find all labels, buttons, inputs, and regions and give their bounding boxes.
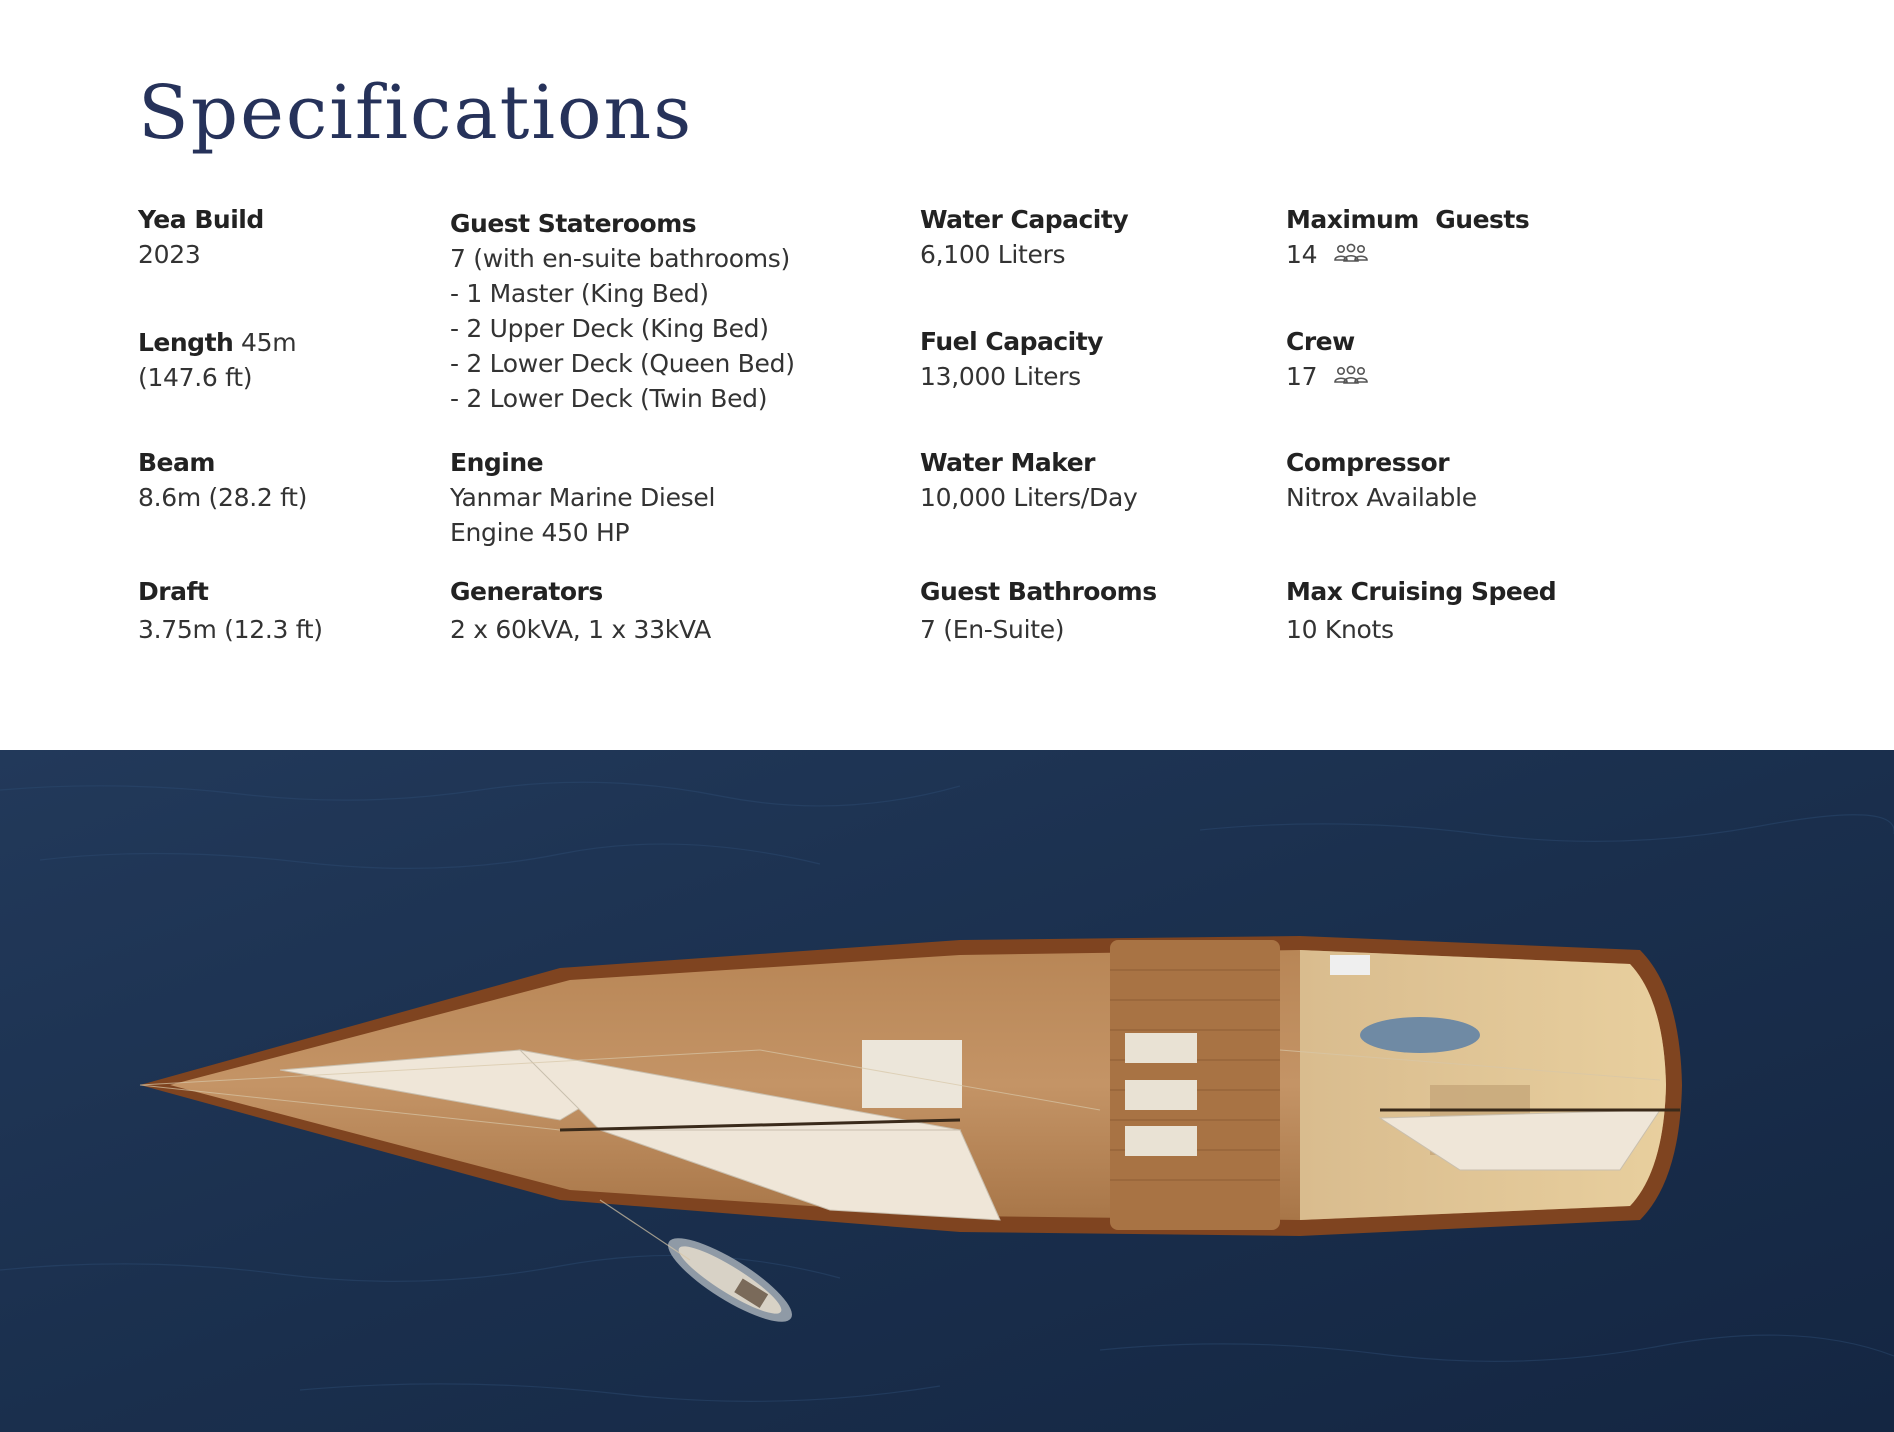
people-group-icon	[1333, 361, 1369, 396]
spec-value: 17	[1286, 362, 1318, 391]
spec-value: Nitrox Available	[1286, 483, 1477, 512]
stateroom-line: - 2 Lower Deck (Queen Bed)	[450, 349, 795, 378]
spec-label: Water Maker	[920, 448, 1095, 477]
stateroom-line: - 2 Lower Deck (Twin Bed)	[450, 384, 768, 413]
spec-water-maker	[920, 446, 1137, 515]
spec-label: Draft	[138, 577, 209, 606]
spec-label: Crew	[1286, 327, 1355, 356]
spec-guest-bathrooms	[920, 575, 1157, 647]
spec-label: Maximum Guests	[1286, 205, 1530, 234]
spec-label: Compressor	[1286, 448, 1450, 477]
spec-water-capacity	[920, 203, 1128, 272]
spec-draft	[138, 575, 323, 647]
spec-label: Guest Bathrooms	[920, 577, 1157, 606]
spec-value-line2: (147.6 ft)	[138, 363, 253, 392]
spec-value: 45m	[240, 328, 297, 357]
spec-value: 8.6m (28.2 ft)	[138, 483, 308, 512]
spec-label: Engine	[450, 448, 544, 477]
spec-crew	[1286, 325, 1369, 396]
spec-max-cruising-speed	[1286, 575, 1556, 647]
page-title: Specifications	[138, 70, 694, 156]
spec-label: Beam	[138, 448, 215, 477]
stateroom-line: 7 (with en-suite bathrooms)	[450, 244, 790, 273]
spec-label: Guest Staterooms	[450, 209, 697, 238]
spec-label: Generators	[450, 577, 603, 606]
spec-value: 14	[1286, 240, 1318, 269]
spec-label: Max Cruising Speed	[1286, 577, 1557, 606]
people-group-icon	[1333, 239, 1369, 274]
spec-value: 6,100 Liters	[920, 240, 1066, 269]
spec-maximum-guests	[1286, 203, 1529, 274]
spec-value: 2 x 60kVA, 1 x 33kVA	[450, 615, 711, 644]
spec-value: 10,000 Liters/Day	[920, 483, 1138, 512]
spec-year-build	[138, 203, 264, 272]
spec-label: Fuel Capacity	[920, 327, 1103, 356]
spec-beam	[138, 446, 307, 515]
spec-value: 7 (En-Suite)	[920, 615, 1065, 644]
spec-label: Length	[138, 328, 234, 357]
yacht-aerial-photo	[0, 750, 1894, 1432]
spec-engine	[450, 446, 715, 550]
spec-label: Yea Build	[138, 205, 264, 234]
spec-value-line2: Engine 450 HP	[450, 518, 630, 547]
spec-compressor	[1286, 446, 1477, 515]
spec-label: Water Capacity	[920, 205, 1129, 234]
spec-fuel-capacity	[920, 325, 1103, 394]
spec-generators	[450, 575, 711, 647]
spec-guest-staterooms	[450, 207, 795, 416]
spec-value: 10 Knots	[1286, 615, 1394, 644]
spec-value: 2023	[138, 240, 201, 269]
spec-value: Yanmar Marine Diesel	[450, 483, 716, 512]
stateroom-line: - 1 Master (King Bed)	[450, 279, 709, 308]
stateroom-line: - 2 Upper Deck (King Bed)	[450, 314, 769, 343]
spec-value: 3.75m (12.3 ft)	[138, 615, 323, 644]
spec-value: 13,000 Liters	[920, 362, 1081, 391]
spec-length	[138, 325, 296, 395]
